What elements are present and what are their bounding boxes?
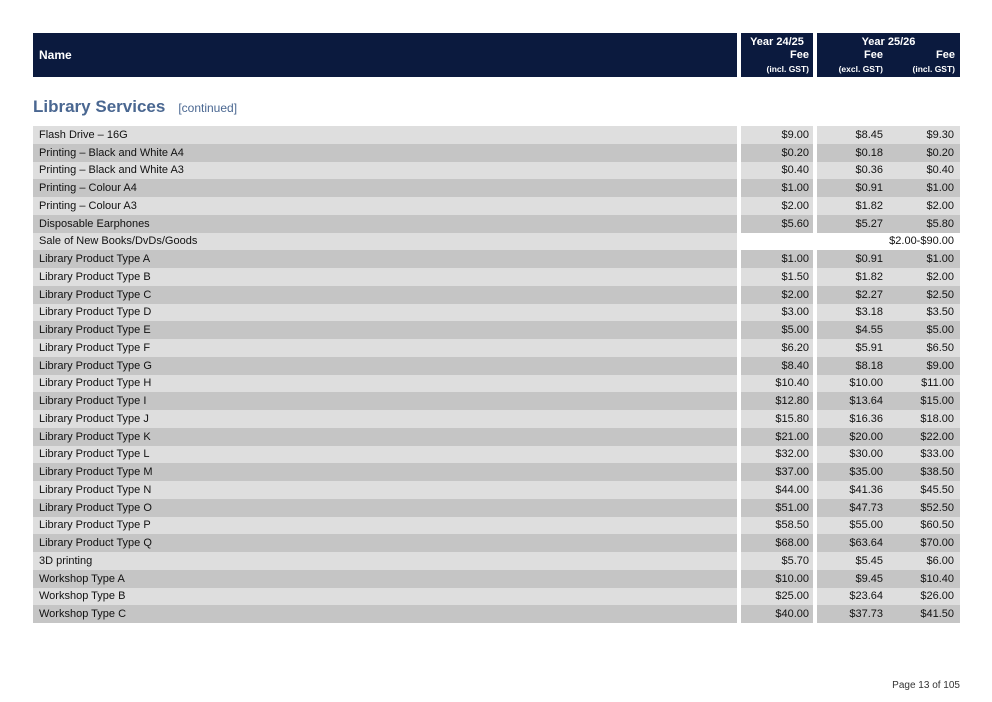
row-fee-25-26-excl: $8.18 [817, 357, 889, 375]
row-fee-25-26-excl: $5.91 [817, 339, 889, 357]
header-year-24-25-note: (incl. GST) [766, 64, 809, 74]
row-fee-24-25-incl: $1.00 [741, 250, 813, 268]
row-fee-24-25-incl: $32.00 [741, 446, 813, 464]
row-fee-25-26-incl: $1.00 [889, 250, 960, 268]
row-fee-25-26-excl: $37.73 [817, 605, 889, 623]
row-fee-25-26-incl: $2.50 [889, 286, 960, 304]
row-fee-25-26-incl: $2.00 [889, 197, 960, 215]
row-fee-24-25-incl: $0.20 [741, 144, 813, 162]
row-name: Workshop Type C [33, 605, 737, 623]
row-fee-24-25-incl: $9.00 [741, 126, 813, 144]
row-fee-24-25-incl: $44.00 [741, 481, 813, 499]
table-row [33, 392, 960, 410]
row-fee-24-25-incl: $3.00 [741, 304, 813, 322]
row-name: Flash Drive – 16G [33, 126, 737, 144]
table-row [33, 375, 960, 393]
table-row [33, 410, 960, 428]
row-fee-25-26-incl: $70.00 [889, 534, 960, 552]
row-name: Library Product Type N [33, 481, 737, 499]
row-fee-25-26-incl: $6.50 [889, 339, 960, 357]
row-fee-25-26-excl: $16.36 [817, 410, 889, 428]
table-row [33, 588, 960, 606]
row-fee-24-25-incl: $58.50 [741, 517, 813, 535]
table-row [33, 286, 960, 304]
row-fee-24-25-incl: $1.00 [741, 179, 813, 197]
row-fee-25-26-incl: $10.40 [889, 570, 960, 588]
table-row [33, 446, 960, 464]
table-row [33, 570, 960, 588]
row-fee-25-26-excl: $0.91 [817, 179, 889, 197]
row-fee-25-26-excl: $10.00 [817, 375, 889, 393]
row-name: Library Product Type D [33, 304, 737, 322]
row-fee-24-25-incl: $68.00 [741, 534, 813, 552]
table-row [33, 428, 960, 446]
row-fee-24-25-incl: $0.40 [741, 162, 813, 180]
table-row [33, 499, 960, 517]
row-name: Library Product Type F [33, 339, 737, 357]
table-row [33, 339, 960, 357]
table-row [33, 321, 960, 339]
row-fee-25-26-excl: $1.82 [817, 197, 889, 215]
table-row [33, 233, 960, 251]
row-fee-24-25-incl: $6.20 [741, 339, 813, 357]
table-row [33, 517, 960, 535]
table-row [33, 605, 960, 623]
table-header [33, 33, 960, 77]
header-year-25-26-label: Year 25/26 [861, 36, 916, 48]
row-fee-24-25-incl: $2.00 [741, 286, 813, 304]
row-fee-25-26-incl: $3.50 [889, 304, 960, 322]
page-number: Page 13 of 105 [892, 680, 960, 691]
row-fee-25-26-incl: $15.00 [889, 392, 960, 410]
row-fee-25-26-incl: $2.00 [889, 268, 960, 286]
table-row [33, 144, 960, 162]
section-title: Library Services [33, 97, 166, 116]
row-fee-25-26-incl: $41.50 [889, 605, 960, 623]
row-fee-25-26-excl: $0.36 [817, 162, 889, 180]
row-fee-25-26-excl: $35.00 [817, 463, 889, 481]
row-fee-25-26-excl: $41.36 [817, 481, 889, 499]
row-fee-25-26-incl: $60.50 [889, 517, 960, 535]
row-fee-25-26-excl: $20.00 [817, 428, 889, 446]
table-row [33, 534, 960, 552]
row-fee-25-26-incl: $1.00 [889, 179, 960, 197]
row-name: 3D printing [33, 552, 737, 570]
row-fee-25-26-incl: $33.00 [889, 446, 960, 464]
row-fee-24-25-incl: $5.60 [741, 215, 813, 233]
row-fee-24-25-incl: $25.00 [741, 588, 813, 606]
row-name: Library Product Type C [33, 286, 737, 304]
row-fee-25-26-incl: $9.00 [889, 357, 960, 375]
row-fee-25-26-incl: $22.00 [889, 428, 960, 446]
row-name: Library Product Type M [33, 463, 737, 481]
row-fee-25-26-excl: $2.27 [817, 286, 889, 304]
row-fee-25-26-incl: $52.50 [889, 499, 960, 517]
row-fee-24-25-incl: $12.80 [741, 392, 813, 410]
row-fee-25-26-incl: $45.50 [889, 481, 960, 499]
header-name: Name [33, 33, 737, 77]
row-name: Library Product Type G [33, 357, 737, 375]
row-fee-24-25-incl: $10.40 [741, 375, 813, 393]
row-fee-25-26-excl: $3.18 [817, 304, 889, 322]
row-fee-25-26-incl: $18.00 [889, 410, 960, 428]
row-fee-25-26-incl: $5.00 [889, 321, 960, 339]
header-year-25-26-fee-incl: Fee [936, 49, 955, 61]
table-row [33, 463, 960, 481]
table-row [33, 268, 960, 286]
row-fee-25-26-excl: $13.64 [817, 392, 889, 410]
fee-table-body [33, 126, 960, 623]
row-fee-25-26-excl: $23.64 [817, 588, 889, 606]
row-name: Sale of New Books/DvDs/Goods [33, 233, 737, 251]
header-year-25-26-fee-excl: Fee [864, 49, 883, 61]
row-fee-25-26-incl: $6.00 [889, 552, 960, 570]
row-name: Printing – Colour A4 [33, 179, 737, 197]
row-fee-24-25-incl: $5.00 [741, 321, 813, 339]
row-name: Printing – Black and White A4 [33, 144, 737, 162]
table-row [33, 215, 960, 233]
row-fee-24-25-incl: $1.50 [741, 268, 813, 286]
header-year-24-25-fee: Fee [790, 49, 809, 61]
row-fee-24-25-incl: $40.00 [741, 605, 813, 623]
row-fee-24-25-incl: $5.70 [741, 552, 813, 570]
row-fee-24-25-incl: $15.80 [741, 410, 813, 428]
row-fee-25-26-excl: $8.45 [817, 126, 889, 144]
table-row [33, 250, 960, 268]
header-year-24-25 [741, 33, 813, 77]
row-fee-25-26-excl: $0.18 [817, 144, 889, 162]
row-name: Library Product Type H [33, 375, 737, 393]
row-name: Library Product Type E [33, 321, 737, 339]
row-fee-24-25-incl: $21.00 [741, 428, 813, 446]
row-fee-range: $2.00-$90.00 [889, 235, 954, 248]
table-row [33, 162, 960, 180]
row-name: Library Product Type K [33, 428, 737, 446]
row-fee-25-26-incl: $0.20 [889, 144, 960, 162]
row-name: Library Product Type I [33, 392, 737, 410]
row-name: Library Product Type A [33, 250, 737, 268]
row-fee-25-26-excl: $47.73 [817, 499, 889, 517]
row-fee-25-26-excl: $0.91 [817, 250, 889, 268]
row-fee-25-26-excl: $63.64 [817, 534, 889, 552]
row-name: Library Product Type L [33, 446, 737, 464]
row-fee-25-26-incl: $38.50 [889, 463, 960, 481]
section-continued: [continued] [178, 101, 238, 115]
row-name: Disposable Earphones [33, 215, 737, 233]
row-name: Printing – Colour A3 [33, 197, 737, 215]
row-name: Library Product Type J [33, 410, 737, 428]
header-year-25-26 [817, 33, 960, 77]
row-fee-25-26-incl: $11.00 [889, 375, 960, 393]
header-year-25-26-note-incl: (incl. GST) [912, 64, 955, 74]
row-fee-25-26-incl: $5.80 [889, 215, 960, 233]
row-fee-25-26-excl: $1.82 [817, 268, 889, 286]
row-fee-24-25-incl: $10.00 [741, 570, 813, 588]
row-fee-25-26-excl: $30.00 [817, 446, 889, 464]
row-fee-24-25-incl: $8.40 [741, 357, 813, 375]
row-fee-25-26-excl: $9.45 [817, 570, 889, 588]
section-heading [33, 97, 237, 119]
row-name: Library Product Type Q [33, 534, 737, 552]
row-fee-25-26-excl: $55.00 [817, 517, 889, 535]
row-name: Printing – Black and White A3 [33, 162, 737, 180]
header-year-25-26-note-excl: (excl. GST) [838, 64, 883, 74]
table-row [33, 179, 960, 197]
table-row [33, 481, 960, 499]
row-fee-25-26-excl: $5.45 [817, 552, 889, 570]
row-fee-24-25-incl: $37.00 [741, 463, 813, 481]
table-row [33, 357, 960, 375]
row-fee-25-26-excl: $4.55 [817, 321, 889, 339]
row-name: Workshop Type B [33, 588, 737, 606]
row-name: Library Product Type O [33, 499, 737, 517]
row-fee-25-26-incl: $9.30 [889, 126, 960, 144]
row-fee-25-26-incl: $26.00 [889, 588, 960, 606]
row-fee-24-25-incl: $2.00 [741, 197, 813, 215]
table-row [33, 552, 960, 570]
table-row [33, 197, 960, 215]
row-fee-24-25-incl: $51.00 [741, 499, 813, 517]
row-fee-25-26-excl: $5.27 [817, 215, 889, 233]
row-name: Library Product Type P [33, 517, 737, 535]
row-name: Workshop Type A [33, 570, 737, 588]
row-name: Library Product Type B [33, 268, 737, 286]
table-row [33, 126, 960, 144]
header-year-24-25-label: Year 24/25 [750, 36, 804, 48]
row-fee-25-26-incl: $0.40 [889, 162, 960, 180]
table-row [33, 304, 960, 322]
